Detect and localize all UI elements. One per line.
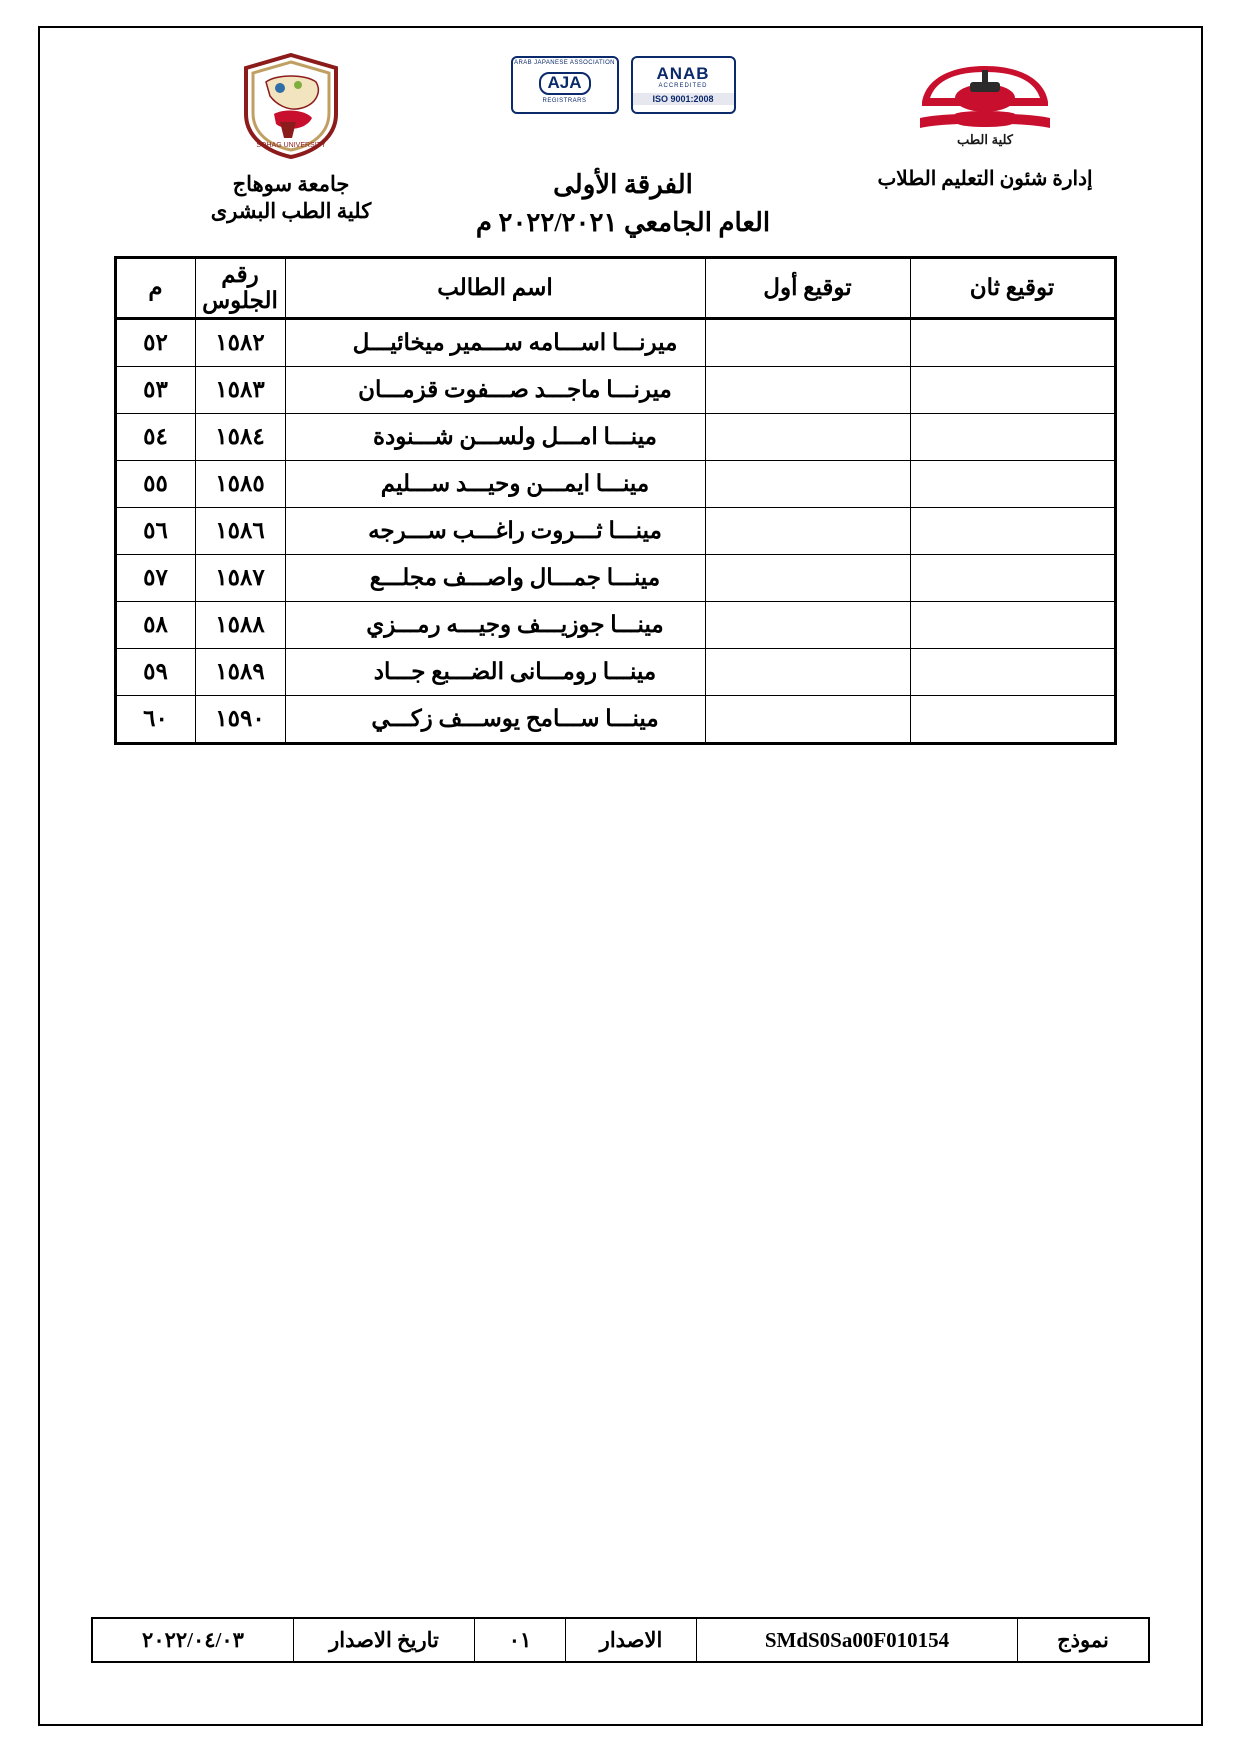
table-row — [115, 555, 1115, 602]
university-name: جامعة سوهاج — [232, 172, 350, 196]
cell-first-signature[interactable] — [705, 696, 910, 744]
table-row — [115, 508, 1115, 555]
cell-student-name: ميرنـــا ماجـــد صـــفوت قزمـــان — [285, 367, 705, 414]
sohag-university-crest — [236, 52, 346, 160]
table-row — [115, 649, 1115, 696]
cell-index: ٥٦ — [115, 508, 195, 555]
footer-form-code: SMdS0Sa00F010154 — [697, 1618, 1018, 1662]
cell-first-signature[interactable] — [705, 649, 910, 696]
cell-student-name: مينـــا امـــل ولســـن شـــنودة — [285, 414, 705, 461]
table-row — [115, 461, 1115, 508]
table-row — [115, 414, 1115, 461]
seat-header-line2: الجلوس — [202, 288, 278, 313]
footer-issue-date-label: تاريخ الاصدار — [294, 1618, 475, 1662]
footer-issue-date: ٢٠٢٢/٠٤/٠٣ — [92, 1618, 294, 1662]
cell-seat-number: ١٥٨٣ — [195, 367, 285, 414]
footer-issue-label: الاصدار — [566, 1618, 697, 1662]
cell-first-signature[interactable] — [705, 461, 910, 508]
students-table — [114, 256, 1117, 745]
cell-index: ٥٤ — [115, 414, 195, 461]
academic-year-title: العام الجامعي ٢٠٢٢/٢٠٢١ م — [475, 208, 771, 237]
faculty-name: كلية الطب البشرى — [210, 199, 372, 223]
table-row — [115, 319, 1115, 367]
sohag-faculty-of-medicine-logo — [900, 52, 1070, 152]
cell-first-signature[interactable] — [705, 319, 910, 367]
header-left-block — [840, 52, 1130, 191]
cell-seat-number: ١٥٨٤ — [195, 414, 285, 461]
cell-index: ٦٠ — [115, 696, 195, 744]
footer-issue-number: ٠١ — [475, 1618, 566, 1662]
page-content — [56, 44, 1186, 745]
cell-second-signature[interactable] — [910, 696, 1115, 744]
cell-first-signature[interactable] — [705, 367, 910, 414]
cell-first-signature[interactable] — [705, 555, 910, 602]
svg-text:SOHAG UNIVERSITY: SOHAG UNIVERSITY — [256, 142, 326, 149]
cell-second-signature[interactable] — [910, 319, 1115, 367]
footer-form-label: نموذج — [1018, 1618, 1150, 1662]
column-header-second-signature: توقيع ثان — [910, 258, 1115, 319]
cell-index: ٥٩ — [115, 649, 195, 696]
cell-index: ٥٧ — [115, 555, 195, 602]
department-line: إدارة شئون التعليم الطلاب — [877, 168, 1093, 190]
seat-header-line1: رقم — [221, 262, 259, 287]
document-header — [156, 44, 1156, 238]
cell-index: ٥٨ — [115, 602, 195, 649]
cell-student-name: مينـــا جمـــال واصـــف مجلـــع — [285, 555, 705, 602]
column-header-first-signature: توقيع أول — [705, 258, 910, 319]
cell-second-signature[interactable] — [910, 555, 1115, 602]
cell-first-signature[interactable] — [705, 414, 910, 461]
cell-second-signature[interactable] — [910, 649, 1115, 696]
column-header-index: م — [115, 258, 195, 319]
footer-table — [91, 1617, 1150, 1663]
cell-second-signature[interactable] — [910, 602, 1115, 649]
cell-student-name: مينـــا جوزيـــف وجيـــه رمـــزي — [285, 602, 705, 649]
cell-second-signature[interactable] — [910, 461, 1115, 508]
students-table-body — [115, 319, 1115, 744]
cell-student-name: مينـــا رومـــانى الضـــبع جـــاد — [285, 649, 705, 696]
cell-seat-number: ١٥٨٦ — [195, 508, 285, 555]
cell-seat-number: ١٥٨٨ — [195, 602, 285, 649]
table-row — [115, 602, 1115, 649]
column-header-seat-number — [195, 258, 285, 319]
students-table-container — [56, 256, 1186, 745]
header-center-block — [423, 52, 823, 238]
table-row — [115, 696, 1115, 744]
cell-student-name: مينـــا ســـامح يوســـف زكـــي — [285, 696, 705, 744]
cell-student-name: مينـــا ثـــروت راغـــب ســـرجه — [285, 508, 705, 555]
table-header-row — [115, 258, 1115, 319]
cell-index: ٥٢ — [115, 319, 195, 367]
cell-seat-number: ١٥٨٥ — [195, 461, 285, 508]
cell-first-signature[interactable] — [705, 602, 910, 649]
cell-second-signature[interactable] — [910, 367, 1115, 414]
header-right-block — [176, 52, 406, 224]
cell-student-name: مينـــا ايمـــن وحيـــد ســـليم — [285, 461, 705, 508]
document-footer — [0, 1617, 1241, 1663]
cell-index: ٥٣ — [115, 367, 195, 414]
cell-student-name: ميرنـــا اســـامه ســـمير ميخائيـــل — [285, 319, 705, 367]
accreditation-logos — [511, 56, 736, 114]
cell-seat-number: ١٥٨٧ — [195, 555, 285, 602]
aja-registrars-icon: ARAB JAPANESE ASSOCIATION AJA REGISTRARS — [511, 56, 619, 114]
column-header-student-name: اسم الطالب — [285, 258, 705, 319]
anab-accreditation-icon: ANAB ACCREDITED ISO 9001:2008 — [631, 56, 736, 114]
cell-seat-number: ١٥٨٩ — [195, 649, 285, 696]
table-row — [115, 367, 1115, 414]
cell-second-signature[interactable] — [910, 508, 1115, 555]
svg-text:كلية الطب: كلية الطب — [957, 132, 1013, 147]
cell-first-signature[interactable] — [705, 508, 910, 555]
cell-second-signature[interactable] — [910, 414, 1115, 461]
cell-index: ٥٥ — [115, 461, 195, 508]
cell-seat-number: ١٥٩٠ — [195, 696, 285, 744]
cell-seat-number: ١٥٨٢ — [195, 319, 285, 367]
page-title: الفرقة الأولى — [553, 170, 693, 199]
